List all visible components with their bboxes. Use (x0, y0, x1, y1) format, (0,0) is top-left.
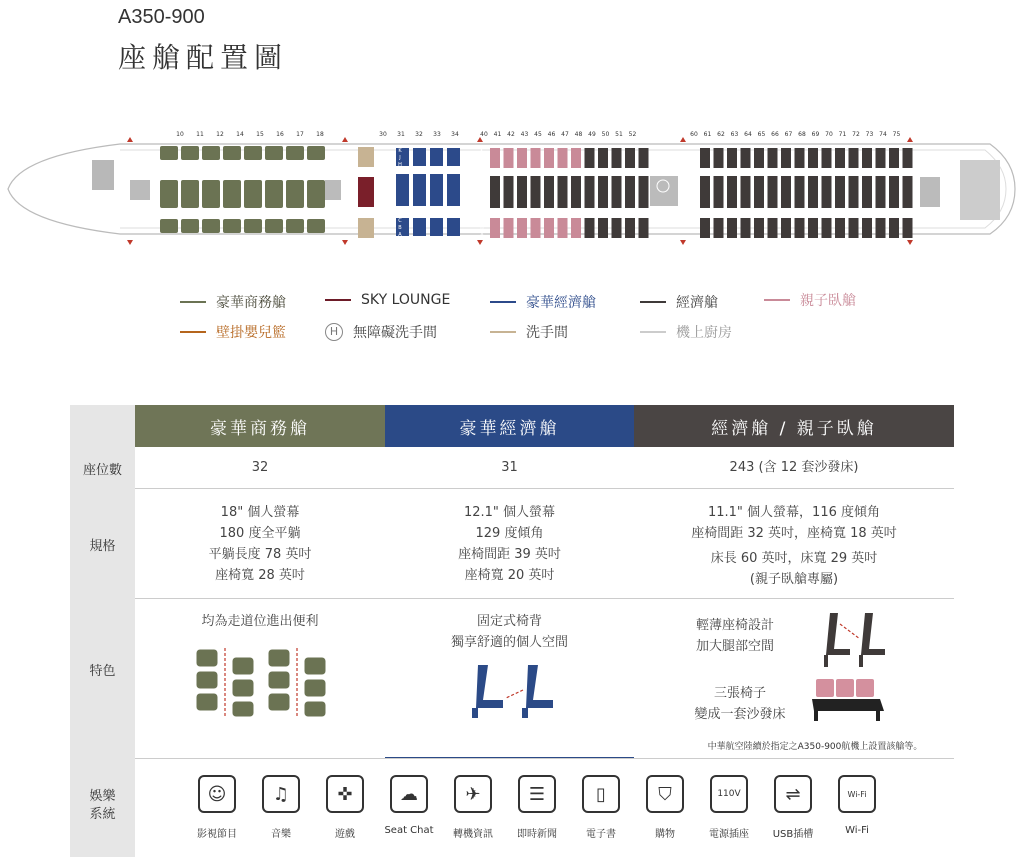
row-number: 61 (703, 131, 712, 138)
entertainment-icon-label: Wi-Fi (845, 825, 869, 836)
economy-seat (808, 176, 818, 208)
wifi-icon: Wi-Fi (838, 775, 876, 813)
business-seat (160, 180, 178, 208)
business-seat (160, 219, 178, 233)
business-spec-line: 座椅寬 28 英吋 (215, 568, 305, 583)
economy-seat (754, 148, 764, 168)
premium-seat (447, 218, 460, 236)
row-label-seats: 座位數 (82, 463, 122, 478)
entertainment-icon-label: 電子書 (586, 829, 616, 840)
premium-spec-line: 12.1" 個人螢幕 (463, 505, 556, 520)
business-seat (223, 146, 241, 160)
row-number: 41 (493, 131, 502, 138)
seat-letter: C (398, 218, 402, 224)
row-number: 43 (520, 131, 529, 138)
premium-seat (447, 174, 460, 206)
header-premium (385, 405, 634, 447)
header-business (135, 405, 385, 447)
business-seat-count: 32 (251, 460, 269, 475)
row-number: 12 (216, 131, 224, 138)
page-title: 座艙配置圖 (118, 41, 289, 74)
aircraft-model: A350-900 (118, 6, 205, 28)
legend-label: 豪華商務艙 (216, 295, 286, 311)
economy-seat (517, 176, 527, 208)
business-spec-line: 180 度全平躺 (219, 526, 301, 541)
row-number: 14 (236, 131, 244, 138)
economy-seat (544, 148, 554, 168)
exit-marker (127, 240, 133, 245)
economy-seat (754, 218, 764, 238)
economy-seat (822, 218, 832, 238)
lavatory (92, 160, 114, 190)
economy-seat (808, 148, 818, 168)
economy-seat (544, 176, 554, 208)
economy-seat (754, 176, 764, 208)
seat-letter: C (480, 218, 484, 224)
economy-seat (822, 176, 832, 208)
row-number: 31 (397, 131, 405, 138)
row-number: 10 (176, 131, 184, 138)
economy-seat (585, 148, 595, 168)
premium-feature-line: 獨享舒適的個人空間 (450, 635, 568, 650)
galley (130, 180, 150, 200)
accessible-icon: H (325, 323, 343, 341)
economy-seat (598, 176, 608, 208)
legend-swatch (180, 331, 206, 333)
entertainment-icon-label: Seat Chat (384, 825, 434, 836)
legend-item (490, 322, 568, 342)
row-number: 69 (811, 131, 820, 138)
header-business-label: 豪華商務艙 (210, 418, 310, 439)
row-number: 15 (256, 131, 264, 138)
business-seat (202, 146, 220, 160)
row-number: 46 (547, 131, 556, 138)
economy-seat (571, 176, 581, 208)
economy-seat (849, 218, 859, 238)
row-number: 65 (757, 131, 766, 138)
galley (920, 177, 940, 207)
premium-seat-count: 31 (501, 460, 518, 475)
legend-swatch (490, 331, 516, 333)
economy-seat (544, 218, 554, 238)
premium-spec (385, 502, 634, 586)
legend-item (490, 292, 596, 312)
legend-label: SKY LOUNGE (361, 292, 451, 308)
row-number: 67 (784, 131, 793, 138)
economy-seat (795, 218, 805, 238)
economy-spec-line: 床長 60 英吋，床寬 29 英吋 (710, 551, 878, 566)
header-premium-label: 豪華經濟艙 (459, 418, 560, 439)
business-seat (223, 219, 241, 233)
business-seat (202, 219, 220, 233)
economy-feature-line: 變成一套沙發床 (694, 707, 786, 722)
economy-seat (571, 148, 581, 168)
economy-seat (808, 218, 818, 238)
row-number: 62 (717, 131, 725, 138)
sky-lounge (358, 177, 374, 207)
economy-seat (598, 148, 608, 168)
row-label-features: 特色 (89, 664, 116, 679)
economy-seat (876, 218, 886, 238)
economy-seat (795, 148, 805, 168)
row-number: 73 (865, 131, 874, 138)
economy-seat (700, 218, 710, 238)
economy-seat (741, 218, 751, 238)
economy-seat (558, 176, 568, 208)
economy-seat (903, 218, 913, 238)
premium-seat (430, 218, 443, 236)
legend-label: 壁掛嬰兒籃 (216, 325, 286, 341)
entertainment-icon-label: 影視節目 (197, 829, 237, 840)
row-label-spec: 規格 (89, 539, 116, 554)
economy-seat (876, 148, 886, 168)
business-seat (244, 219, 262, 233)
galley (325, 180, 341, 200)
economy-seat (889, 176, 899, 208)
premium-spec-line: 座椅間距 39 英吋 (458, 547, 561, 562)
business-seat (181, 146, 199, 160)
economy-seat (727, 148, 737, 168)
row-number: 40 (480, 131, 488, 138)
legend-swatch (640, 301, 666, 303)
row-number: 18 (316, 131, 324, 138)
premium-seat (413, 218, 426, 236)
header-economy-label: 經濟艙 / 親子臥艙 (711, 418, 877, 439)
seat-letter: G (480, 180, 484, 186)
row-number: 70 (825, 131, 833, 138)
economy-seat (835, 218, 845, 238)
seat-letter: J (399, 155, 401, 161)
row-number: 60 (690, 131, 698, 138)
legend-label: 豪華經濟艙 (526, 295, 596, 311)
sofa-bed-illustration (810, 677, 885, 727)
gamepad-icon: ✜ (326, 775, 364, 813)
entertainment-icon-label: 音樂 (271, 829, 291, 840)
entertainment-icon-label: 遊戲 (335, 829, 355, 840)
entertainment-icon-label: 購物 (655, 829, 675, 840)
business-seat (265, 146, 283, 160)
business-seat (265, 219, 283, 233)
premium-seat (413, 148, 426, 166)
economy-seat-count: 243 (含 12 套沙發床) (729, 460, 859, 475)
ebook-icon: ▯ (582, 775, 620, 813)
economy-seat (625, 176, 635, 208)
economy-seat (889, 148, 899, 168)
premium-seat (413, 174, 426, 206)
economy-spec (634, 502, 954, 590)
economy-seat (835, 176, 845, 208)
cabin-comparison-table (70, 405, 954, 857)
legend-item (640, 322, 732, 342)
seat-letter: J (481, 155, 483, 161)
economy-feature-line: 三張椅子 (713, 686, 766, 701)
economy-seat (768, 148, 778, 168)
economy-seat (727, 176, 737, 208)
legend-item (325, 322, 437, 342)
exit-marker (127, 137, 133, 142)
economy-seat (768, 218, 778, 238)
economy-seat (903, 176, 913, 208)
economy-seat (612, 148, 622, 168)
business-seat (307, 180, 325, 208)
economy-seat (849, 148, 859, 168)
business-seat (307, 219, 325, 233)
row-number: 75 (892, 131, 901, 138)
seat-letter: H (398, 162, 402, 168)
news-icon: ☰ (518, 775, 556, 813)
business-seat (244, 146, 262, 160)
economy-seat (781, 218, 791, 238)
business-seat (223, 180, 241, 208)
economy-seat (585, 176, 595, 208)
economy-seat (835, 148, 845, 168)
economy-seat (490, 218, 500, 238)
usb-icon: ⇌ (774, 775, 812, 813)
row-number: 30 (379, 131, 387, 138)
economy-seat (598, 218, 608, 238)
premium-seat-illustration (458, 660, 568, 720)
seat-letter: A (398, 232, 402, 238)
economy-seat (571, 218, 581, 238)
economy-seat (795, 176, 805, 208)
music-icon: ♫ (262, 775, 300, 813)
legend-label: 機上廚房 (676, 325, 732, 341)
business-seat (181, 180, 199, 208)
economy-seat (714, 148, 724, 168)
row-number: 72 (852, 131, 860, 138)
row-label-line: 系統 (89, 807, 116, 822)
seat-letter: E (378, 189, 382, 195)
economy-seat (558, 218, 568, 238)
row-number: 33 (433, 131, 441, 138)
row-number: 48 (574, 131, 583, 138)
economy-seat (558, 148, 568, 168)
row-number: 50 (601, 131, 610, 138)
economy-seat (490, 148, 500, 168)
business-seat (307, 146, 325, 160)
business-seat (286, 146, 304, 160)
row-number: 68 (798, 131, 806, 138)
economy-seat (504, 176, 514, 208)
exit-marker (342, 137, 348, 142)
economy-seat (517, 148, 527, 168)
economy-seat (639, 176, 649, 208)
business-seat (202, 180, 220, 208)
economy-seat (531, 218, 541, 238)
exit-marker (342, 240, 348, 245)
entertainment-icon-label: 轉機資訊 (453, 829, 493, 840)
economy-seat (903, 148, 913, 168)
row-number: 34 (451, 131, 459, 138)
row-number: 42 (507, 131, 515, 138)
legend-item (325, 292, 450, 308)
business-seat-illustration (192, 641, 332, 721)
economy-seat (585, 218, 595, 238)
economy-seat (889, 218, 899, 238)
galley (960, 160, 1000, 220)
seat-letter: D (378, 198, 382, 204)
premium-feature (385, 611, 634, 653)
premium-seat (447, 148, 460, 166)
row-number: 16 (276, 131, 284, 138)
row-number: 11 (196, 131, 204, 138)
tv-icon: ☺ (198, 775, 236, 813)
row-number: 71 (838, 131, 847, 138)
economy-seat (768, 176, 778, 208)
economy-seat (490, 176, 500, 208)
legend-swatch (180, 301, 206, 303)
row-number: 32 (415, 131, 423, 138)
row-number: 63 (730, 131, 739, 138)
lavatory (358, 218, 374, 238)
legend-label: 親子臥艙 (800, 293, 856, 309)
row-number: 45 (534, 131, 542, 138)
economy-seat (504, 148, 514, 168)
exit-marker (477, 240, 483, 245)
seat-letter: K (480, 148, 484, 154)
row-number: 74 (879, 131, 887, 138)
economy-seat (714, 176, 724, 208)
premium-seat (430, 148, 443, 166)
economy-seat (822, 148, 832, 168)
legend-swatch (640, 331, 666, 333)
economy-seat (741, 148, 751, 168)
row-number: 52 (628, 131, 637, 138)
business-seat (244, 180, 262, 208)
entertainment-icon-label: 即時新聞 (517, 829, 557, 840)
legend-swatch (325, 299, 351, 301)
business-seat (286, 219, 304, 233)
economy-spec-line: 座椅間距 32 英吋，座椅寬 18 英吋 (691, 526, 897, 541)
economy-seat (531, 148, 541, 168)
economy-seat (504, 218, 514, 238)
shopping-icon: ⛉ (646, 775, 684, 813)
feature-note: 中華航空陸續於指定之A350-900航機上設置該艙等。 (707, 742, 923, 752)
economy-seat (862, 176, 872, 208)
row-label-line: 娛樂 (89, 789, 116, 804)
exit-marker (907, 137, 913, 142)
legend-label: 無障礙洗手間 (353, 325, 437, 341)
premium-feature-line: 固定式椅背 (476, 614, 542, 629)
economy-seat (849, 176, 859, 208)
economy-seat (639, 148, 649, 168)
seat-letter: B (398, 225, 402, 231)
economy-seat (781, 176, 791, 208)
premium-spec-line: 座椅寬 20 英吋 (464, 568, 555, 583)
economy-seat (700, 148, 710, 168)
business-seat (265, 180, 283, 208)
seat-letter: D (480, 198, 484, 204)
header-economy (634, 405, 954, 447)
economy-seat (876, 176, 886, 208)
economy-seat (862, 218, 872, 238)
chat-icon: ☁ (390, 775, 428, 813)
row-label-entertainment (70, 788, 135, 824)
entertainment-icon-label: 電源插座 (709, 829, 749, 840)
legend-swatch (490, 301, 516, 303)
legend-item (764, 290, 856, 310)
business-spec (135, 502, 385, 586)
entertainment-icon-label: USB插槽 (772, 829, 814, 840)
economy-seat (517, 218, 527, 238)
economy-feature-a (680, 615, 790, 657)
premium-seat (430, 174, 443, 206)
legend-item (640, 292, 718, 312)
business-spec-line: 18" 個人螢幕 (220, 505, 300, 520)
exit-marker (680, 137, 686, 142)
legend-label: 洗手間 (526, 325, 568, 341)
economy-seat (781, 148, 791, 168)
plane-icon: ✈ (454, 775, 492, 813)
legend-swatch (764, 299, 790, 301)
economy-seat (625, 148, 635, 168)
row-number: 64 (744, 131, 752, 138)
economy-feature-line: 加大腿部空間 (695, 639, 774, 654)
seat-letter: H (480, 162, 484, 168)
legend-item (180, 322, 286, 342)
economy-seat (741, 176, 751, 208)
business-seat (286, 180, 304, 208)
power-icon: 110V (710, 775, 748, 813)
row-number: 51 (615, 131, 623, 138)
business-spec-line: 平躺長度 78 英吋 (208, 547, 312, 562)
economy-seat (700, 176, 710, 208)
economy-seat (625, 218, 635, 238)
row-number: 47 (561, 131, 569, 138)
economy-seat (727, 218, 737, 238)
seat-map (0, 122, 1024, 257)
exit-marker (680, 240, 686, 245)
business-seat (181, 219, 199, 233)
economy-seat (862, 148, 872, 168)
legend-item (180, 292, 286, 312)
row-number: 66 (771, 131, 779, 138)
economy-spec-line: (親子臥艙專屬) (749, 572, 839, 587)
business-feature: 均為走道位進出便利 (201, 614, 319, 629)
seat-letter: K (398, 148, 402, 154)
economy-seat (612, 218, 622, 238)
legend-label: 經濟艙 (676, 295, 718, 311)
economy-seat (612, 176, 622, 208)
exit-marker (907, 240, 913, 245)
lavatory (358, 147, 374, 167)
premium-spec-line: 129 度傾角 (475, 526, 544, 541)
row-number: 49 (588, 131, 596, 138)
economy-seat (531, 176, 541, 208)
seat-letter: E (480, 189, 484, 195)
seat-letter: B (480, 225, 484, 231)
economy-seat (714, 218, 724, 238)
economy-seat-illustration (810, 609, 890, 669)
economy-seat (639, 218, 649, 238)
row-number: 17 (296, 131, 304, 138)
economy-spec-line: 11.1" 個人螢幕，116 度傾角 (707, 505, 880, 520)
seat-letter: A (480, 232, 484, 238)
economy-feature-line: 輕薄座椅設計 (695, 618, 774, 633)
premium-seat (396, 174, 409, 206)
business-seat (160, 146, 178, 160)
seat-letter: G (378, 180, 382, 186)
economy-feature-b (680, 683, 800, 725)
